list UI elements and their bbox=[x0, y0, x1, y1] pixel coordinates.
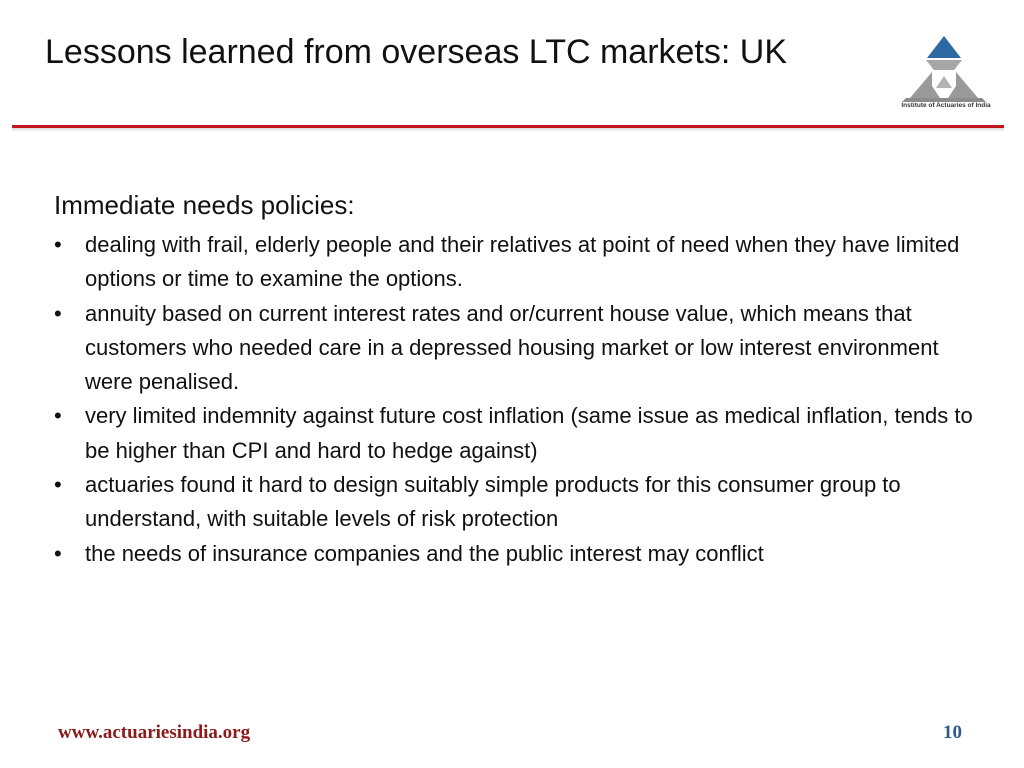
bullet-item bbox=[54, 228, 984, 297]
bullet-item bbox=[54, 399, 984, 468]
bullet-item bbox=[54, 297, 984, 400]
logo-caption: Institute of Actuaries of India bbox=[901, 102, 991, 109]
bullet-dot-icon: • bbox=[54, 403, 62, 429]
bullet-list bbox=[54, 228, 984, 571]
bullet-dot-icon: • bbox=[54, 540, 62, 566]
bullet-item bbox=[54, 468, 984, 537]
logo-triangles-icon bbox=[896, 32, 996, 102]
section-heading: Immediate needs policies: bbox=[54, 190, 355, 220]
bullet-text: very limited indemnity against future cost inflation (same issue as medical inflation, tends to be higher than CPI and hard to hedge against) bbox=[85, 403, 973, 463]
bullet-dot-icon: • bbox=[54, 472, 62, 498]
bullet-dot-icon: • bbox=[54, 300, 62, 326]
bullet-text: the needs of insurance companies and the public interest may conflict bbox=[85, 540, 764, 566]
bullet-dot-icon: • bbox=[54, 232, 62, 257]
page-number: 10 bbox=[943, 722, 962, 743]
bullet-text: dealing with frail, elderly people and their relatives at point of need when they have limited options or time to examine the options. bbox=[85, 232, 960, 292]
institute-logo bbox=[896, 32, 996, 112]
bullet-text: annuity based on current interest rates and or/current house value, which means that customers who needed care in a depressed housing market or low interest environment were penalised. bbox=[85, 300, 939, 395]
slide-title: Lessons learned from overseas LTC markets: UK bbox=[45, 33, 787, 71]
slide-content bbox=[54, 188, 984, 571]
bullet-text: actuaries found it hard to design suitably simple products for this consumer group to understand, with suitable levels of risk protection bbox=[85, 472, 901, 532]
bullet-item bbox=[54, 537, 984, 571]
footer-website-link[interactable]: www.actuariesindia.org bbox=[58, 722, 251, 743]
title-divider-shadow bbox=[12, 128, 1004, 132]
